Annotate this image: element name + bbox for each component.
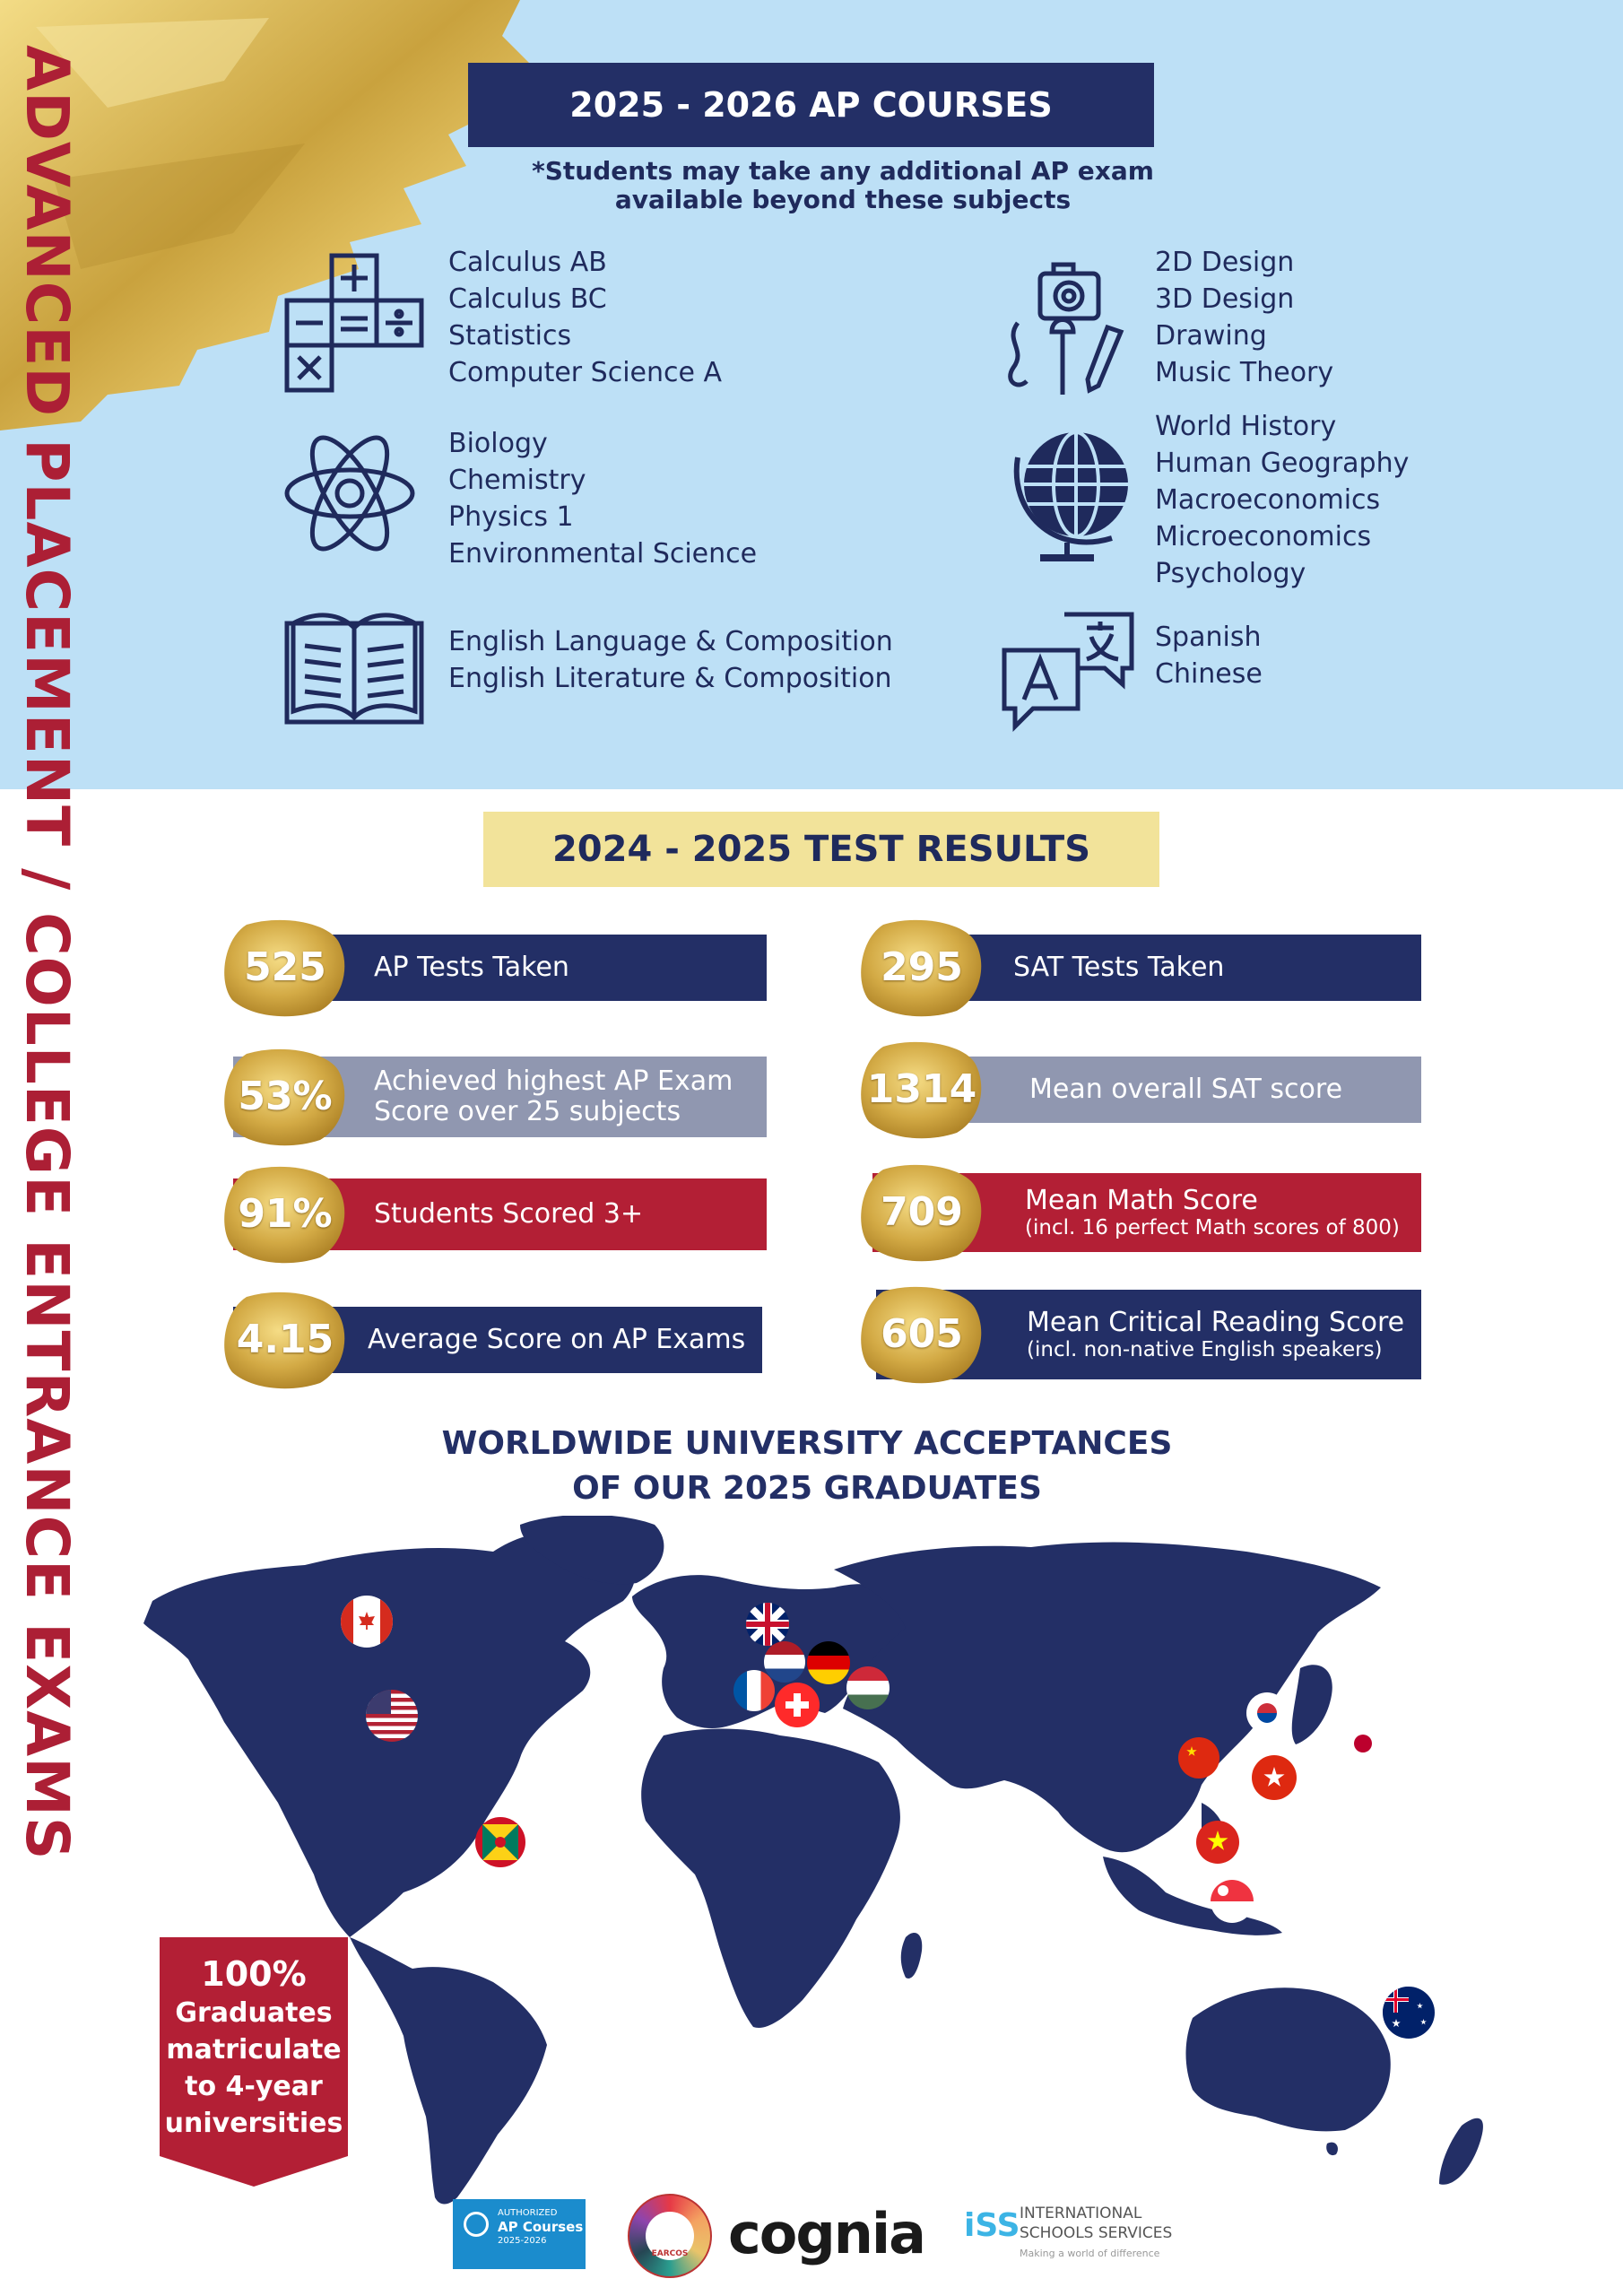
globe-icon <box>1000 422 1143 565</box>
flag-united-states <box>366 1690 418 1742</box>
course-item: Physics 1 <box>448 501 574 533</box>
stat-value: 525 <box>244 944 326 990</box>
course-item: Psychology <box>1155 558 1306 589</box>
stat-mean-sat <box>856 1057 1421 1123</box>
results-title: 2024 - 2025 TEST RESULTS <box>483 812 1159 887</box>
course-item: Macroeconomics <box>1155 484 1381 516</box>
iss-logo <box>964 2205 1179 2269</box>
cognia-logo: cognia <box>728 2201 924 2266</box>
flag-hungary <box>846 1666 890 1709</box>
course-item: Computer Science A <box>448 357 723 388</box>
stat-value: 91% <box>238 1191 333 1237</box>
courses-note <box>502 157 1184 214</box>
course-item: Calculus BC <box>448 283 607 315</box>
award-icon <box>464 2212 489 2237</box>
course-item: Biology <box>448 428 548 459</box>
stat-label: Mean Critical Reading Score <box>1027 1307 1405 1338</box>
stat-ap-tests <box>220 935 767 1001</box>
stat-label: Mean Math Score <box>1025 1185 1258 1216</box>
matriculation-badge-box <box>160 1937 348 2156</box>
acceptances-title <box>386 1422 1228 1511</box>
course-item: English Language & Composition <box>448 626 893 657</box>
stat-sublabel: (incl. non-native English speakers) <box>1027 1338 1383 1361</box>
ap-authorized-line1: AUTHORIZED <box>498 2208 558 2218</box>
badge-line: matriculate <box>166 2034 342 2066</box>
course-list-english <box>448 623 893 697</box>
flag-switzerland <box>775 1683 820 1727</box>
stat-label: Mean overall SAT score <box>1029 1074 1343 1105</box>
flag-singapore <box>1211 1880 1254 1923</box>
stat-label: AP Tests Taken <box>374 952 569 983</box>
translation-icon <box>997 605 1141 749</box>
ap-authorized-line2: AP Courses <box>498 2219 584 2235</box>
iss-tagline: Making a world of difference <box>1020 2248 1160 2259</box>
ap-authorized-line3: 2025-2026 <box>498 2236 547 2246</box>
stat-sat-tests <box>856 935 1421 1001</box>
course-item: Environmental Science <box>448 538 758 570</box>
badge-line: Graduates <box>175 1997 333 2029</box>
open-book-icon <box>282 596 426 740</box>
flag-grenada <box>475 1817 525 1867</box>
flag-france <box>733 1670 775 1711</box>
flag-hong-kong <box>1252 1755 1297 1800</box>
earcos-text: EARCOS <box>651 2249 689 2258</box>
course-item: Calculus AB <box>448 247 607 278</box>
stat-label: SAT Tests Taken <box>1013 952 1225 983</box>
flag-japan <box>1341 1722 1384 1765</box>
acceptances-title-line2: OF OUR 2025 GRADUATES <box>572 1470 1042 1507</box>
stat-mean-reading <box>856 1290 1421 1379</box>
flag-germany <box>807 1641 850 1684</box>
stat-sublabel: (incl. 16 perfect Math scores of 800) <box>1025 1216 1400 1239</box>
math-symbols-icon <box>282 251 426 395</box>
course-item: Chinese <box>1155 658 1263 690</box>
iss-mark: iSS <box>964 2207 1020 2244</box>
earcos-logo <box>628 2194 712 2278</box>
side-title: ADVANCED PLACEMENT / COLLEGE ENTRANCE EXAMS <box>13 45 82 1861</box>
course-item: World History <box>1155 411 1337 442</box>
stat-mean-math <box>856 1173 1421 1252</box>
stat-value: 295 <box>881 944 963 990</box>
iss-line2: SCHOOLS SERVICES <box>1020 2224 1173 2242</box>
course-item: Spanish <box>1155 622 1262 653</box>
courses-note-line1: *Students may take any additional AP exam <box>532 156 1154 186</box>
stat-label: Students Scored 3+ <box>374 1198 644 1230</box>
stat-label: Average Score on AP Exams <box>368 1324 746 1355</box>
stat-label: Achieved highest AP Exam <box>374 1065 733 1097</box>
stat-sublabel: Score over 25 subjects <box>374 1096 681 1127</box>
course-item: Microeconomics <box>1155 521 1372 552</box>
stat-value: 605 <box>881 1311 963 1357</box>
art-tools-icon <box>1000 260 1143 404</box>
atom-icon <box>278 422 421 565</box>
course-item: Chemistry <box>448 465 586 496</box>
stat-scored-3plus <box>220 1178 767 1250</box>
course-list-languages <box>1155 619 1263 692</box>
flag-china <box>1178 1737 1219 1779</box>
stat-highest-ap <box>220 1057 767 1137</box>
badge-line: universities <box>164 2108 343 2139</box>
course-item: Human Geography <box>1155 448 1410 479</box>
course-list-arts <box>1155 244 1333 391</box>
stat-average-ap <box>220 1307 762 1373</box>
course-item: 2D Design <box>1155 247 1295 278</box>
course-item: 3D Design <box>1155 283 1295 315</box>
stat-value: 4.15 <box>236 1317 334 1362</box>
badge-line: to 4-year <box>185 2071 323 2102</box>
course-list-social <box>1155 408 1409 592</box>
stat-value: 53% <box>238 1074 333 1119</box>
stat-value: 709 <box>881 1189 963 1235</box>
iss-line1: INTERNATIONAL <box>1020 2205 1142 2222</box>
flag-canada <box>341 1596 393 1648</box>
ap-authorized-logo <box>453 2199 586 2269</box>
courses-note-line2: available beyond these subjects <box>614 185 1072 214</box>
acceptances-title-line1: WORLDWIDE UNIVERSITY ACCEPTANCES <box>441 1425 1173 1462</box>
flag-netherlands <box>764 1641 805 1683</box>
course-item: English Literature & Composition <box>448 663 892 694</box>
course-list-math <box>448 244 722 391</box>
flag-south-korea <box>1246 1692 1288 1734</box>
courses-title: 2025 - 2026 AP COURSES <box>468 63 1154 147</box>
stat-value: 1314 <box>866 1066 977 1112</box>
course-list-science <box>448 425 757 572</box>
course-item: Drawing <box>1155 320 1267 352</box>
flag-vietnam <box>1196 1821 1239 1864</box>
course-item: Music Theory <box>1155 357 1334 388</box>
badge-point <box>160 2156 348 2187</box>
badge-value: 100% <box>201 1954 307 1994</box>
flag-united-kingdom <box>746 1603 789 1646</box>
matriculation-badge <box>160 1937 348 2187</box>
course-item: Statistics <box>448 320 572 352</box>
flag-australia <box>1383 1987 1435 2039</box>
